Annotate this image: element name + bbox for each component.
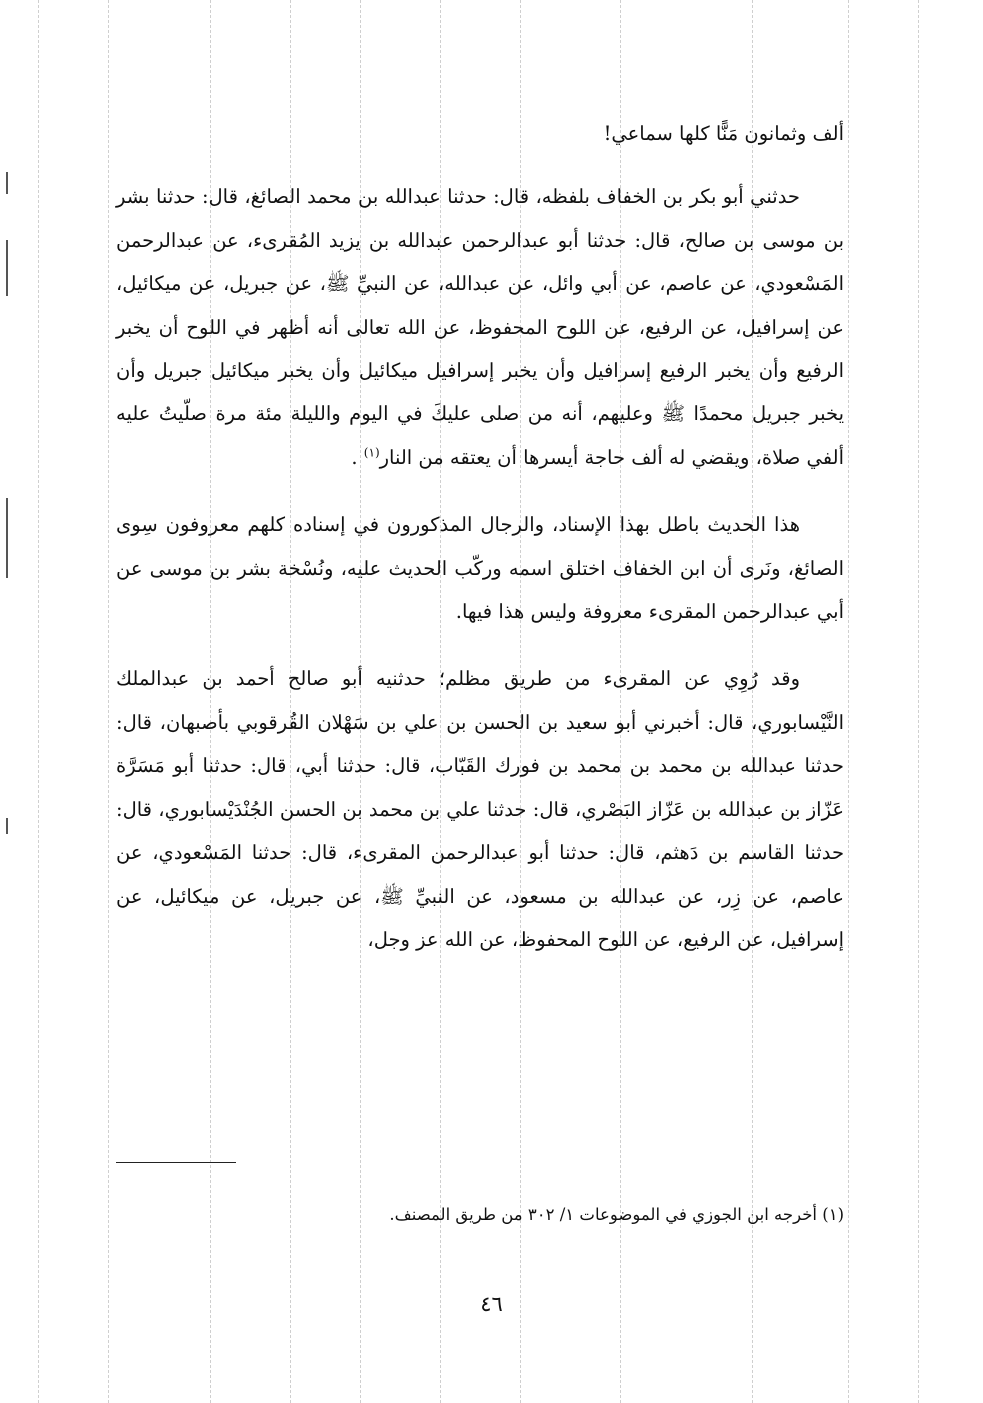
page-body: [116, 112, 844, 961]
paragraph-1-ending: .: [351, 445, 364, 469]
margin-mark: [6, 240, 8, 296]
page-number: ٤٦: [480, 1292, 503, 1316]
margin-mark: [6, 498, 8, 578]
paragraph-1: [116, 175, 844, 479]
footnote-reference[interactable]: (١): [363, 445, 380, 460]
scan-guide-line: [848, 0, 849, 1403]
opening-line: ألف وثمانون مَنًّا كلها سماعي!: [603, 122, 844, 145]
margin-mark: [6, 172, 8, 194]
paragraph-3: وقد رُوِي عن المقرىء من طريق مظلم؛ حدثنيه أبو صالح أحمد بن عبدالملك النَّيْسابوري، قال: أخبرني أبو سعيد بن الحسن بن علي بن سَهْلان القُرقوبي بأصبهان، قال: حدثنا عبدالله بن محمد بن محمد بن فورك القَبّاب، قال: حدثنا أبي، قال: حدثنا أبو مَسَرَّة عَزّاز بن عبدالله بن عَزّاز البَصْري، قال: حدثنا علي بن محمد بن الحسن الجُنْدَيْسابوري، قال: حدثنا القاسم بن دَهثم، قال: حدثنا أبو عبدالرحمن المقرىء، قال: حدثنا المَسْعودي، عن عاصم، عن زِر، عن عبدالله بن مسعود، عن النبيِّ ﷺ، عن جبريل، عن ميكائيل، عن إسرافيل، عن الرفيع، عن اللوح المحفوظ، عن الله عز وجل،: [116, 667, 844, 951]
scan-guide-line: [108, 0, 109, 1403]
paragraph-1-text: حدثني أبو بكر بن الخفاف بلفظه، قال: حدثنا عبدالله بن محمد الصائغ، قال: حدثنا بشر بن موسى بن صالح، قال: حدثنا أبو عبدالرحمن عبدالله بن يزيد المُقرىء، عن عبدالرحمن المَسْعودي، عن عاصم، عن أبي وائل، عن عبدالله، عن النبيِّ ﷺ، عن جبريل، عن ميكائيل، عن إسرافيل، عن الرفيع، عن اللوح المحفوظ، عن الله تعالى أنه أظهر في اللوح أن يخبر الرفيع وأن يخبر الرفيع إسرافيل وأن يخبر إسرافيل ميكائيل وأن يخبر ميكائيل جبريل وأن يخبر جبريل محمدًا ﷺ وعليهم، أنه من صلى عليكَ في اليوم والليلة مئة مرة صلّيتُ عليه ألفي صلاة، ويقضي له ألف حاجة أيسرها أن يعتقه من النار: [116, 185, 844, 469]
scan-guide-line: [918, 0, 919, 1403]
footnote-separator: [116, 1162, 236, 1163]
scan-guide-line: [38, 0, 39, 1403]
paragraph-2: هذا الحديث باطل بهذا الإسناد، والرجال المذكورون في إسناده كلهم معروفون سِوى الصائغ، ونَرى أن ابن الخفاف اختلق اسمه وركّب الحديث عليه، ونُسْخة بشر بن موسى عن أبي عبدالرحمن المقرىء معروفة وليس هذا فيها.: [116, 513, 844, 624]
footnote: (١) أخرجه ابن الجوزي في الموضوعات ١/ ٣٠٢ من طريق المصنف.: [389, 1205, 844, 1224]
margin-mark: [6, 818, 8, 834]
